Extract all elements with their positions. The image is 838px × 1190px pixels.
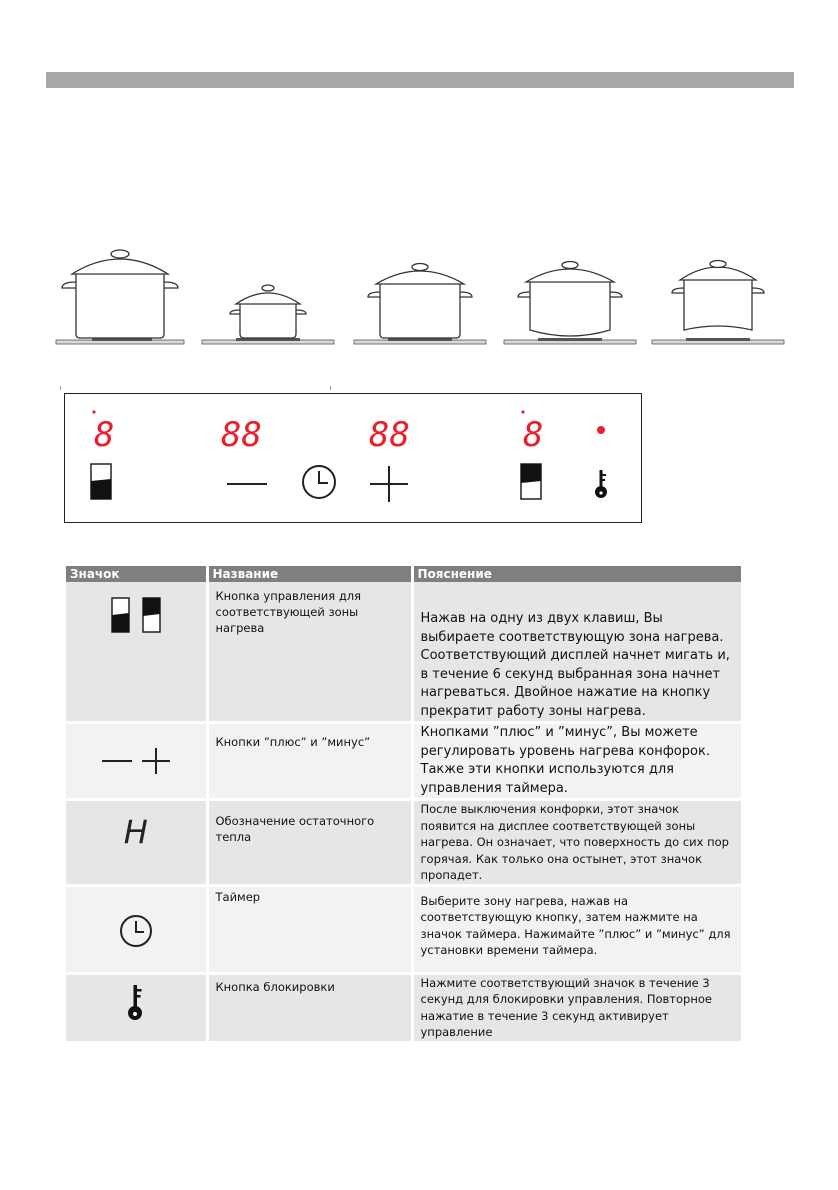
row-description: Выберите зону нагрева, нажав на соответствующую кнопку, затем нажмите на значок таймера. Нажимайте ”плюс” и ”минус” для установки времени таймера. [412, 885, 742, 973]
clock-icon [66, 887, 206, 949]
minus-plus-icon [66, 724, 206, 776]
divider-tick [330, 386, 331, 390]
timer-button[interactable] [303, 466, 335, 498]
zone-1-button[interactable] [91, 464, 111, 499]
lock-indicator-led [597, 426, 605, 434]
zone-select-buttons-icon [66, 582, 206, 636]
row-description: После выключения конфорки, этот значок появится на дисплее соответствующей зоны нагрева. Он означает, что поверхность до сих пор горячая. Как только она остынет, этот значок пропадет. [412, 800, 742, 886]
row-description: Нажмите соответствующий значок в течение 3 секунд для блокировки управления. Повторное нажатие в течение 3 секунд активирует управление [412, 973, 742, 1042]
col-header-description: Пояснение [412, 566, 742, 582]
plus-button[interactable] [370, 466, 408, 502]
icon-legend-table [66, 566, 744, 1044]
table-row [66, 800, 742, 886]
row-name: Кнопка блокировки [207, 973, 412, 1042]
divider-tick [60, 386, 61, 390]
zone-2-button[interactable] [521, 464, 541, 499]
table-row [66, 723, 742, 800]
row-name: Обозначение остаточного тепла [207, 800, 412, 886]
row-name: Кнопка управления для соответствующей зоны нагрева [207, 582, 412, 723]
row-description: Нажав на одну из двух клавиш, Вы выбираете соответствующую зона нагрева. Соответствующий дисплей начнет мигать и, в течение 6 секунд выбранная зона начнет нагреваться. Двойное нажатие на кнопку прекратит работу зоны нагрева. [412, 582, 742, 723]
timer-display-right: 88 [369, 415, 410, 455]
pot-correct-large [54, 238, 186, 346]
row-name: Кнопки ”плюс” и ”минус” [207, 723, 412, 800]
pot-correct-medium [352, 238, 488, 346]
col-header-icon: Значок [66, 566, 207, 582]
table-row [66, 885, 742, 973]
row-name: Таймер [207, 885, 412, 973]
table-row [66, 973, 742, 1042]
header-bar [46, 72, 794, 88]
cookware-illustration [46, 238, 794, 350]
pot-convex-bottom [502, 238, 638, 346]
key-lock-button[interactable] [595, 470, 607, 498]
control-panel [64, 393, 642, 523]
col-header-name: Название [207, 566, 412, 582]
pot-concave-bottom [650, 238, 786, 346]
residual-heat-icon: H [123, 813, 148, 851]
key-lock-icon [66, 975, 206, 1021]
pot-too-small [200, 238, 336, 346]
table-row [66, 582, 742, 723]
row-description: Кнопками ”плюс” и ”минус”, Вы можете регулировать уровень нагрева конфорок. Также эти кнопки используются для управления таймера. [412, 723, 742, 800]
zone-2-display: 8 [523, 415, 544, 455]
zone-1-display: 8 [94, 415, 115, 455]
timer-display-left: 88 [221, 415, 262, 455]
